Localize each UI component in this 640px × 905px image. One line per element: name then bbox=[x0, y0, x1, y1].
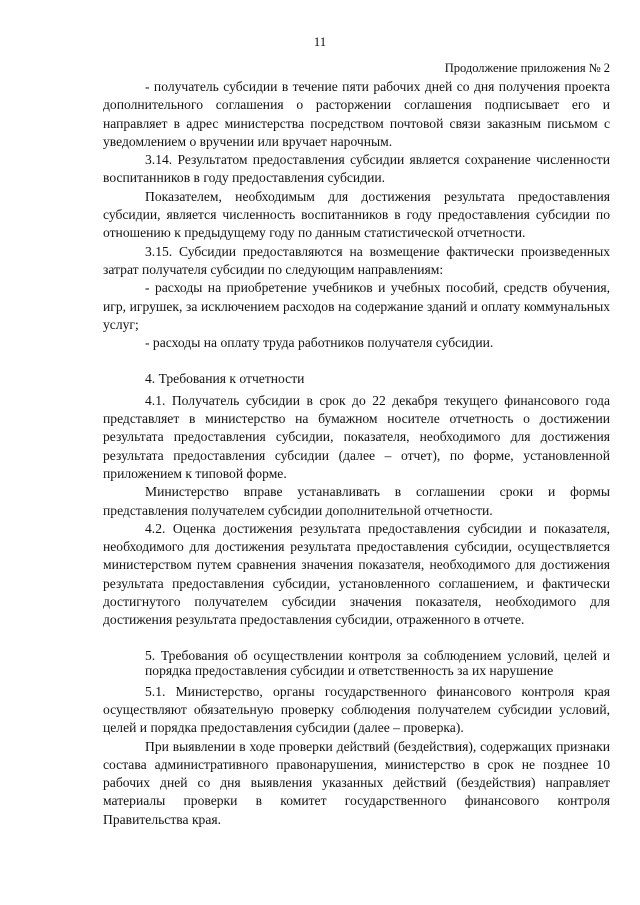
section-heading-4: 4. Требования к отчетности bbox=[145, 371, 305, 387]
paragraph: 3.14. Результатом предоставления субсидии является сохранение численности воспитанников в году предоставления субсидии. bbox=[103, 152, 610, 186]
paragraph: 4.1. Получатель субсидии в срок до 22 декабря текущего финансового года представляет в министерство на бумажном носителе отчетность о достижении результата предоставления субсидии, показателя, необходимого для достижения результата предоставления субсидии (далее – отчет), по форме, установленной приложением к типовой форме. bbox=[103, 392, 610, 481]
section-heading-5: 5. Требования об осуществлении контроля за соблюдением условий, целей и порядка предоставления субсидии и ответственность за их нарушение bbox=[145, 647, 610, 678]
paragraph: - расходы на приобретение учебников и учебных пособий, средств обучения, игр, игрушек, за исключением расходов на содержание зданий и оплату коммунальных услуг; bbox=[103, 280, 610, 332]
paragraph: При выявлении в ходе проверки действий (бездействия), содержащих признаки состава административного правонарушения, министерство в срок не позднее 10 рабочих дней со дня выявления указанных действий (бездействия) направляет материалы проверки в комитет государственного финансового контроля Правительства края. bbox=[103, 738, 610, 827]
paragraph: - получатель субсидии в течение пяти рабочих дней со дня получения проекта дополнительного соглашения о расторжении соглашения подписывает его и направляет в адрес министерства посредством почтовой связи заказным письмом с уведомлением о вручении или вручает нарочным. bbox=[103, 79, 610, 149]
paragraph: 4.2. Оценка достижения результата предоставления субсидии и показателя, необходимого для достижения результата предоставления субсидии, осуществляется министерством путем сравнения значения показателя, необходимого для достижения результата предоставления субсидии, установленного соглашением, и фактически достигнутого получателем субсидии значения показателя, необходимого для достижения результата предоставления субсидии, отраженного в отчете. bbox=[103, 520, 610, 628]
paragraph: 3.15. Субсидии предоставляются на возмещение фактически произведенных затрат получателя субсидии по следующим направлениям: bbox=[103, 243, 610, 277]
paragraph: - расходы на оплату труда работников получателя субсидии. bbox=[145, 335, 494, 351]
page-number: 11 bbox=[313, 34, 327, 49]
paragraph: Показателем, необходимым для достижения результата предоставления субсидии, является численность воспитанников в году предоставления субсидии по отношению к предыдущему году по данным статистической отчетности. bbox=[103, 188, 610, 241]
document-body bbox=[103, 78, 610, 829]
appendix-continuation-note: Продолжение приложения № 2 bbox=[444, 61, 610, 75]
paragraph: 5.1. Министерство, органы государственного финансового контроля края осуществляют обязательную проверку соблюдения получателем субсидии условий, целей и порядка предоставления субсидии (далее – проверка). bbox=[103, 683, 610, 736]
paragraph: Министерство вправе устанавливать в соглашении сроки и формы представления получателем субсидии дополнительной отчетности. bbox=[103, 484, 610, 518]
